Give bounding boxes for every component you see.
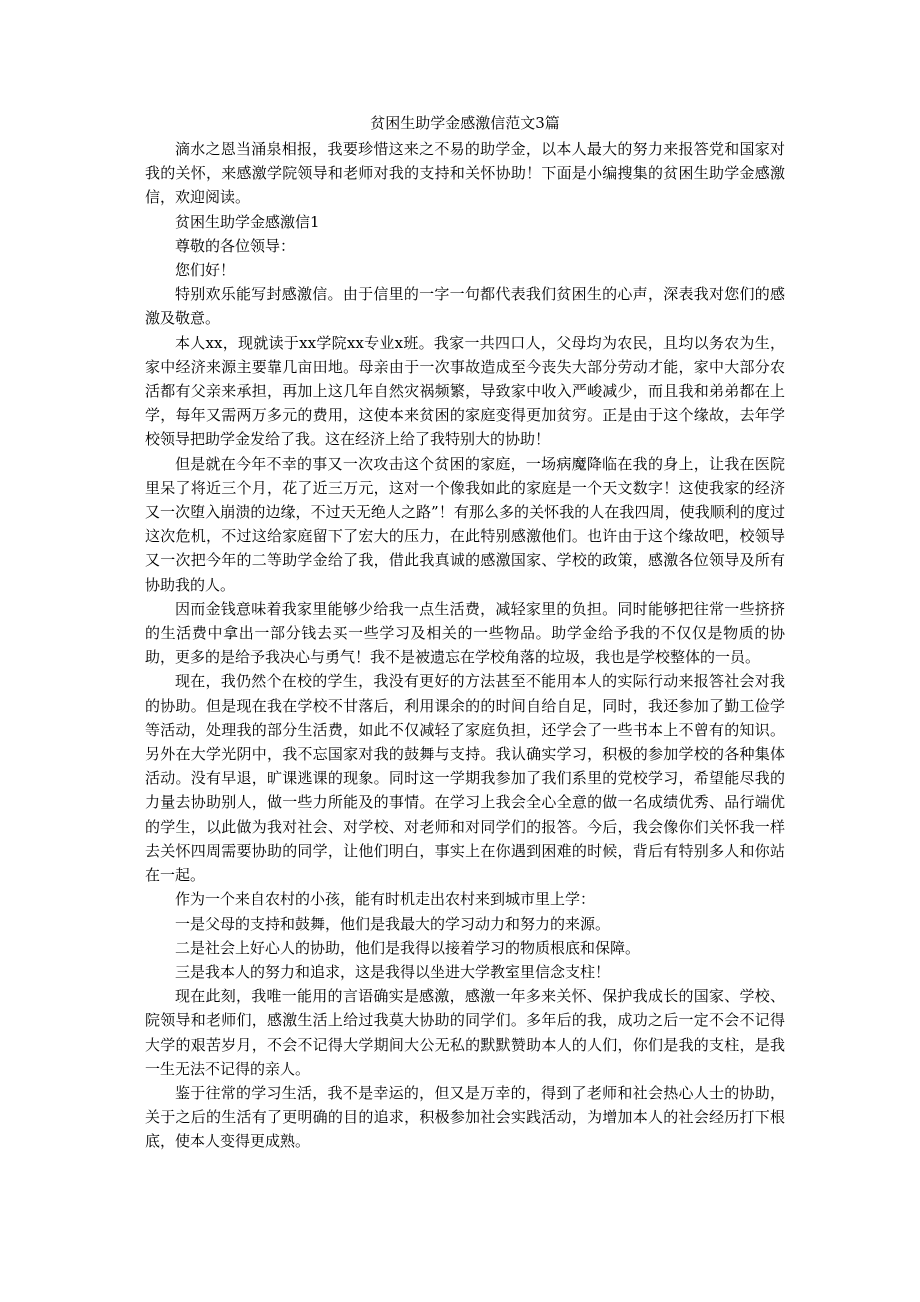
intro-paragraph: 滴水之恩当涌泉相报，我要珍惜这来之不易的助学金，以本人最大的努力来报答党和国家对我的关怀，来感激学院领导和老师对我的支持和关怀协助！下面是小编搜集的贫困生助学金感激信，欢迎阅读。 [145,140,785,207]
list-item: 三是我本人的努力和追求，这是我得以坐进大学教室里信念支柱！ [175,962,611,981]
body-paragraph: 本人xx，现就读于xx学院xx专业x班。我家一共四口人，父母均为农民，且均以务农为生，家中经济来源主要靠几亩田地。母亲由于一次事故造成至今丧失大部分劳动才能，家中大部分农活都有父亲来承担，再加上这几年自然灾祸频繁，导致家中收入严峻减少，而且我和弟弟都在上学，每年又需两万多元的费用，这使本来贫困的家庭变得更加贫穷。正是由于这个缘故，去年学校领导把助学金发给了我。这在经济上给了我特别大的协助！ [145,333,785,449]
letter-heading: 贫困生助学金感激信1 [175,212,320,231]
list-item: 一是父母的支持和鼓舞，他们是我最大的学习动力和努力的来源。 [175,914,611,933]
body-paragraph: 但是就在今年不幸的事又一次攻击这个贫困的家庭，一场病魔降临在我的身上，让我在医院里呆了将近三个月，花了近三万元，这对一个像我如此的家庭是一个天文数字！这使我家的经济又一次堕入崩溃的边缘，不过天无绝人之路”！有那么多的关怀我的人在我四周，使我顺利的度过这次危机，不过这给家庭留下了宏大的压力，在此特别感激他们。也许由于这个缘故吧，校领导又一次把今年的二等助学金给了我，借此我真诚的感激国家、学校的政策，感激各位领导及所有协助我的人。 [145,454,785,594]
salutation: 尊敬的各位领导： [175,236,296,255]
body-paragraph: 因而金钱意味着我家里能够少给我一点生活费，减轻家里的负担。同时能够把往常一些挤挤的生活费中拿出一部分钱去买一些学习及相关的一些物品。助学金给予我的不仅仅是物质的协助，更多的是给予我决心与勇气！我不是被遗忘在学校角落的垃圾，我也是学校整体的一员。 [145,599,785,667]
document-page [145,112,785,1154]
body-paragraph: 鉴于往常的学习生活，我不是幸运的，但又是万幸的，得到了老师和社会热心人士的协助，关于之后的生活有了更明确的目的追求，积极参加社会实践活动，为增加本人的社会经历打下根底，使本人变得更成熟。 [145,1083,785,1151]
body-paragraph: 作为一个来自农村的小孩，能有时机走出农村来到城市里上学： [175,890,596,909]
body-paragraph: 现在，我仍然个在校的学生，我没有更好的方法甚至不能用本人的实际行动来报答社会对我的协助。但是现在我在学校不甘落后，利用课余的的时间自给自足，同时，我还参加了勤工俭学等活动，处理我的部分生活费，如此不仅减轻了家庭负担，还学会了一些书本上不曾有的知识。另外在大学光阴中，我不忘国家对我的鼓舞与支持。我认确实学习，积极的参加学校的各种集体活动。没有早退，旷课逃课的现象。同时这一学期我参加了我们系里的党校学习，希望能尽我的力量去协助别人，做一些力所能及的事情。在学习上我会全心全意的做一名成绩优秀、品行端优的学生，以此做为我对社会、对学校、对老师和对同学们的报答。今后，我会像你们关怀我一样去关怀四周需要协助的同学，让他们明白，事实上在你遇到困难的时候，背后有特别多人和你站在一起。 [145,672,785,885]
body-paragraph: 现在此刻，我唯一能用的言语确实是感激，感激一年多来关怀、保护我成长的国家、学校、院领导和老师们，感激生活上给过我莫大协助的同学们。多年后的我，成功之后一定不会不记得大学的艰苦岁月，不会不记得大学期间大公无私的默默赞助本人的人们，你们是我的支柱，是我一生无法不记得的亲人。 [145,987,785,1078]
list-item: 二是社会上好心人的协助，他们是我得以接着学习的物质根底和保障。 [175,938,641,957]
greeting: 您们好！ [175,261,236,280]
document-title: 贫困生助学金感激信范文3篇 [370,114,560,132]
body-paragraph: 特别欢乐能写封感激信。由于信里的一字一句都代表我们贫困生的心声，深表我对您们的感激及敬意。 [145,285,785,328]
